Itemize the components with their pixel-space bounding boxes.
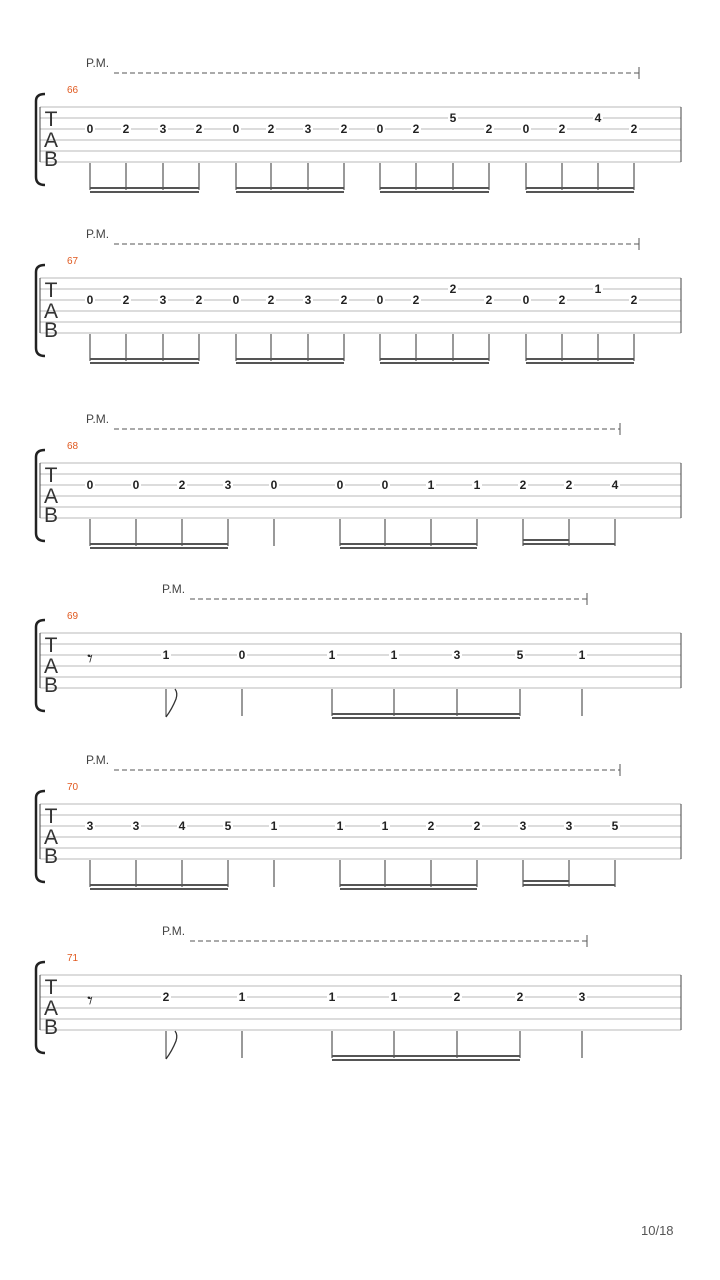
fret-number: 0: [132, 478, 140, 492]
tab-clef-T: T: [44, 634, 58, 657]
fret-number: 5: [449, 111, 457, 125]
fret-number: 1: [381, 819, 389, 833]
tab-clef-A: A: [43, 826, 59, 849]
fret-number: 2: [485, 122, 493, 136]
palm-mute-label: P.M.: [86, 753, 110, 767]
fret-number: 2: [427, 819, 435, 833]
palm-mute-label: P.M.: [86, 412, 110, 426]
fret-number: 4: [611, 478, 619, 492]
fret-number: 1: [270, 819, 278, 833]
fret-number: 1: [473, 478, 481, 492]
fret-number: 0: [232, 122, 240, 136]
measure-number: 69: [67, 611, 79, 622]
fret-number: 0: [376, 293, 384, 307]
fret-number: 1: [390, 648, 398, 662]
note-flag-icon: [166, 1031, 177, 1059]
fret-number: 2: [412, 122, 420, 136]
beam: [340, 884, 477, 886]
tab-clef-A: A: [43, 485, 59, 508]
fret-number: 2: [558, 293, 566, 307]
measure-number: 66: [67, 85, 79, 96]
fret-number: 5: [611, 819, 619, 833]
fret-number: 1: [594, 282, 602, 296]
fret-number: 2: [122, 122, 130, 136]
fret-number: 0: [522, 293, 530, 307]
beam-secondary: [332, 1059, 520, 1061]
tab-clef-B: B: [43, 504, 59, 527]
fret-number: 2: [519, 478, 527, 492]
fret-number: 3: [159, 122, 167, 136]
fret-number: 2: [122, 293, 130, 307]
tab-system-70: [36, 753, 681, 890]
tab-system-66: [36, 56, 681, 193]
beam: [90, 543, 228, 545]
fret-number: 0: [86, 478, 94, 492]
fret-number: 0: [522, 122, 530, 136]
palm-mute-label: P.M.: [162, 582, 186, 596]
beam-secondary: [340, 547, 477, 549]
beam: [332, 713, 520, 715]
fret-number: 5: [516, 648, 524, 662]
fret-number: 1: [336, 819, 344, 833]
palm-mute-label: P.M.: [86, 227, 110, 241]
fret-number: 2: [453, 990, 461, 1004]
fret-number: 2: [267, 122, 275, 136]
beam: [90, 187, 199, 189]
beam: [380, 187, 489, 189]
fret-number: 3: [86, 819, 94, 833]
fret-number: 2: [267, 293, 275, 307]
beam: [340, 543, 477, 545]
fret-number: 3: [565, 819, 573, 833]
fret-number: 2: [162, 990, 170, 1004]
beam-secondary: [90, 547, 228, 549]
fret-number: 0: [86, 122, 94, 136]
fret-number: 1: [328, 990, 336, 1004]
tab-clef-T: T: [44, 108, 58, 131]
fret-number: 2: [412, 293, 420, 307]
beam-secondary: [332, 717, 520, 719]
fret-number: 2: [516, 990, 524, 1004]
fret-number: 3: [132, 819, 140, 833]
beam-secondary: [523, 880, 569, 882]
fret-number: 2: [558, 122, 566, 136]
fret-number: 0: [232, 293, 240, 307]
beam-secondary: [380, 362, 489, 364]
beam: [523, 884, 615, 886]
fret-number: 3: [519, 819, 527, 833]
fret-number: 5: [224, 819, 232, 833]
eighth-rest-icon: 𝄾: [87, 989, 93, 1014]
fret-number: 2: [565, 478, 573, 492]
fret-number: 3: [224, 478, 232, 492]
palm-mute-label: P.M.: [86, 56, 110, 70]
fret-number: 2: [340, 122, 348, 136]
tab-clef-B: B: [43, 1016, 59, 1039]
beam: [526, 358, 634, 360]
tab-clef-T: T: [44, 805, 58, 828]
beam: [526, 187, 634, 189]
fret-number: 3: [453, 648, 461, 662]
fret-number: 1: [390, 990, 398, 1004]
beam-secondary: [380, 191, 489, 193]
tab-system-69: [36, 582, 681, 719]
beam: [380, 358, 489, 360]
fret-number: 1: [328, 648, 336, 662]
fret-number: 0: [336, 478, 344, 492]
tab-clef-B: B: [43, 148, 59, 171]
tab-system-67: [36, 227, 681, 364]
fret-number: 3: [578, 990, 586, 1004]
fret-number: 2: [485, 293, 493, 307]
fret-number: 0: [376, 122, 384, 136]
fret-number: 1: [238, 990, 246, 1004]
beam: [90, 358, 199, 360]
fret-number: 3: [304, 122, 312, 136]
beam: [236, 187, 344, 189]
tab-clef-A: A: [43, 655, 59, 678]
beam-secondary: [90, 362, 199, 364]
measure-number: 70: [67, 782, 79, 793]
tab-clef-A: A: [43, 997, 59, 1020]
beam-secondary: [526, 191, 634, 193]
tab-clef-A: A: [43, 300, 59, 323]
fret-number: 2: [630, 122, 638, 136]
fret-number: 2: [340, 293, 348, 307]
fret-number: 2: [195, 122, 203, 136]
beam-secondary: [236, 362, 344, 364]
fret-number: 1: [578, 648, 586, 662]
tab-clef-T: T: [44, 976, 58, 999]
tab-clef-B: B: [43, 319, 59, 342]
beam-secondary: [90, 191, 199, 193]
fret-number: 3: [159, 293, 167, 307]
fret-number: 0: [86, 293, 94, 307]
beam: [332, 1055, 520, 1057]
fret-number: 2: [449, 282, 457, 296]
fret-number: 0: [381, 478, 389, 492]
beam-secondary: [236, 191, 344, 193]
eighth-rest-icon: 𝄾: [87, 647, 93, 672]
tab-clef-A: A: [43, 129, 59, 152]
measure-number: 71: [67, 953, 79, 964]
page-number: 10/18: [641, 1223, 674, 1238]
beam-secondary: [523, 539, 569, 541]
beam-secondary: [340, 888, 477, 890]
fret-number: 2: [195, 293, 203, 307]
fret-number: 1: [162, 648, 170, 662]
beam-secondary: [90, 888, 228, 890]
note-flag-icon: [166, 689, 177, 717]
tab-system-71: [36, 924, 681, 1061]
fret-number: 3: [304, 293, 312, 307]
fret-number: 1: [427, 478, 435, 492]
fret-number: 4: [594, 111, 602, 125]
tab-clef-T: T: [44, 464, 58, 487]
beam: [523, 543, 615, 545]
palm-mute-label: P.M.: [162, 924, 186, 938]
fret-number: 4: [178, 819, 186, 833]
beam: [90, 884, 228, 886]
fret-number: 2: [473, 819, 481, 833]
measure-number: 68: [67, 441, 79, 452]
fret-number: 2: [630, 293, 638, 307]
tab-system-68: [36, 412, 681, 549]
beam-secondary: [526, 362, 634, 364]
fret-number: 2: [178, 478, 186, 492]
measure-number: 67: [67, 256, 79, 267]
fret-number: 0: [270, 478, 278, 492]
beam: [236, 358, 344, 360]
tab-clef-B: B: [43, 674, 59, 697]
tab-clef-T: T: [44, 279, 58, 302]
tab-clef-B: B: [43, 845, 59, 868]
fret-number: 0: [238, 648, 246, 662]
